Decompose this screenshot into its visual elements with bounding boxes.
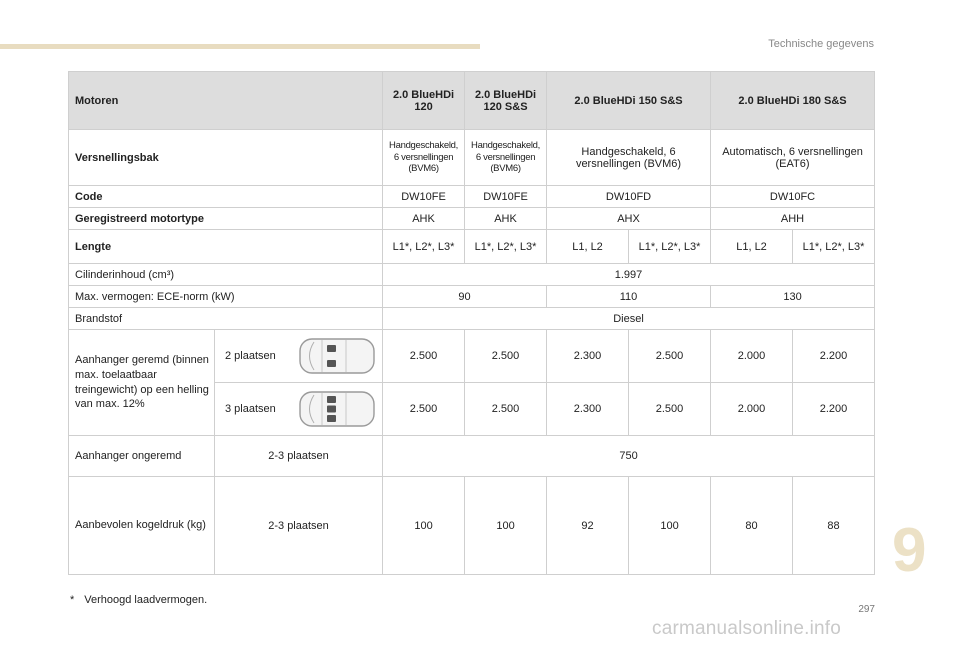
engine-col: 2.0 BlueHDi 150 S&S (547, 72, 711, 130)
watermark: carmanualsonline.info (652, 618, 842, 639)
table-cell: 2.300 (547, 330, 629, 383)
table-cell: 2.500 (383, 330, 465, 383)
engine-col: 2.0 BlueHDi 120 (383, 72, 465, 130)
table-cell: 130 (711, 286, 875, 308)
engine-col: 2.0 BlueHDi 120 S&S (465, 72, 547, 130)
table-cell: L1*, L2*, L3* (793, 230, 875, 264)
table-cell: L1, L2 (547, 230, 629, 264)
table-cell: L1*, L2*, L3* (465, 230, 547, 264)
table-cell: 80 (711, 477, 793, 575)
footnote-marker: * (70, 594, 75, 606)
row-label: Code (69, 186, 383, 208)
table-cell: 110 (547, 286, 711, 308)
table-cell: 2.500 (383, 383, 465, 436)
table-cell: L1*, L2*, L3* (383, 230, 465, 264)
table-row (69, 286, 875, 308)
table-cell: 90 (383, 286, 547, 308)
table-cell: AHK (383, 208, 465, 230)
table-cell: 2.000 (711, 383, 793, 436)
seat-config-cell: 2-3 plaatsen (215, 477, 383, 575)
table-row (69, 264, 875, 286)
row-label: Cilinderinhoud (cm³) (69, 264, 383, 286)
car-3-seats-icon (298, 389, 376, 429)
row-label: Brandstof (69, 308, 383, 330)
row-label: Geregistreerd motortype (69, 208, 383, 230)
car-2-seats-icon (298, 336, 376, 376)
table-cell: 100 (383, 477, 465, 575)
table-row (69, 186, 875, 208)
seat-config-cell (215, 330, 383, 383)
table-cell: 1.997 (383, 264, 875, 286)
table-cell: 92 (547, 477, 629, 575)
row-label: Max. vermogen: ECE-norm (kW) (69, 286, 383, 308)
seat-label: 2 plaatsen (225, 350, 276, 362)
table-cell: AHH (711, 208, 875, 230)
table-cell: L1, L2 (711, 230, 793, 264)
row-label: Aanhanger geremd (binnen max. toelaatbaar treingewicht) op een helling van max. 12% (69, 330, 215, 436)
table-row (69, 230, 875, 264)
row-label: Aanbevolen kogeldruk (kg) (69, 477, 215, 575)
table-cell: DW10FE (383, 186, 465, 208)
table-cell: 2.300 (547, 383, 629, 436)
table-header-row (69, 72, 875, 130)
table-cell: 750 (383, 436, 875, 477)
table-cell: 100 (465, 477, 547, 575)
table-cell: DW10FD (547, 186, 711, 208)
table-cell: Automatisch, 6 versnellingen (EAT6) (711, 130, 875, 186)
table-cell: 2.000 (711, 330, 793, 383)
row-label: Versnellingsbak (69, 130, 383, 186)
table-cell: Diesel (383, 308, 875, 330)
table-row (69, 477, 875, 575)
row-label: Lengte (69, 230, 383, 264)
table-cell: Handgeschakeld, 6 versnellingen (BVM6) (547, 130, 711, 186)
motoren-label: Motoren (69, 72, 383, 130)
page-number: 297 (858, 604, 875, 615)
table-cell: 2.500 (629, 330, 711, 383)
footnote (70, 594, 207, 606)
engine-col: 2.0 BlueHDi 180 S&S (711, 72, 875, 130)
table-row (69, 208, 875, 230)
table-cell: 2.200 (793, 330, 875, 383)
table-cell: AHX (547, 208, 711, 230)
table-cell: 2.500 (465, 330, 547, 383)
seat-config-cell (215, 383, 383, 436)
chapter-number: 9 (892, 516, 927, 585)
table-cell: L1*, L2*, L3* (629, 230, 711, 264)
table-row (69, 308, 875, 330)
table-cell: 2.200 (793, 383, 875, 436)
table-cell: AHK (465, 208, 547, 230)
specs-table (68, 71, 875, 575)
section-title: Technische gegevens (768, 38, 874, 50)
table-row (69, 130, 875, 186)
table-cell: 88 (793, 477, 875, 575)
seat-config-cell: 2-3 plaatsen (215, 436, 383, 477)
table-cell: 2.500 (629, 383, 711, 436)
seat-label: 3 plaatsen (225, 403, 276, 415)
table-cell: Handgeschakeld, 6 versnellingen (BVM6) (383, 130, 465, 186)
footnote-text: Verhoogd laadvermogen. (84, 594, 208, 606)
row-label: Aanhanger ongeremd (69, 436, 215, 477)
table-cell: Handgeschakeld, 6 versnellingen (BVM6) (465, 130, 547, 186)
table-row (69, 330, 875, 383)
table-cell: 2.500 (465, 383, 547, 436)
table-cell: DW10FE (465, 186, 547, 208)
table-cell: DW10FC (711, 186, 875, 208)
table-cell: 100 (629, 477, 711, 575)
top-accent-bar (0, 44, 480, 49)
table-row (69, 436, 875, 477)
